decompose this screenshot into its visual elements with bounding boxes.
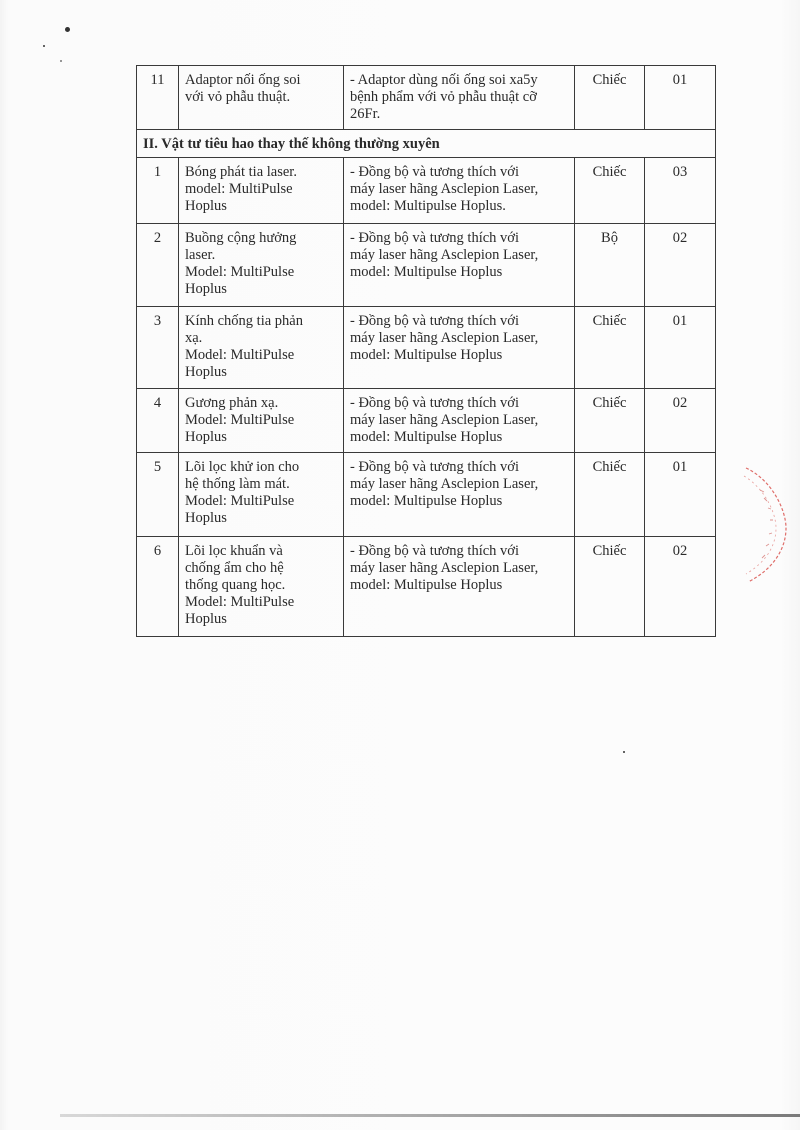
item-unit: Chiếc [575,307,645,389]
supplies-table [136,65,716,637]
item-quantity: 01 [645,307,716,389]
scan-speck [65,27,70,32]
item-quantity: 03 [645,158,716,224]
item-specification: - Đồng bộ và tương thích với máy laser hãng Asclepion Laser, model: Multipulse Hoplus [344,224,575,307]
item-specification: - Đồng bộ và tương thích với máy laser hãng Asclepion Laser, model: Multipulse Hoplus [344,537,575,637]
item-quantity: 02 [645,389,716,453]
item-number: 6 [137,537,179,637]
page-bottom-edge [60,1114,800,1117]
item-quantity: 01 [645,66,716,130]
item-specification: - Đồng bộ và tương thích với máy laser hãng Asclepion Laser, model: Multipulse Hoplus [344,307,575,389]
item-name: Adaptor nối ống soi với vỏ phẫu thuật. [179,66,344,130]
table-row [137,66,716,130]
item-quantity: 01 [645,453,716,537]
item-unit: Chiếc [575,537,645,637]
item-name: Lõi lọc khuẩn và chống ẩm cho hệ thống quang học. Model: MultiPulse Hoplus [179,537,344,637]
scan-speck [60,60,62,62]
scan-speck [623,751,625,753]
item-name: Lõi lọc khử ion cho hệ thống làm mát. Model: MultiPulse Hoplus [179,453,344,537]
table-row [137,389,716,453]
item-unit: Chiếc [575,453,645,537]
item-specification: - Đồng bộ và tương thích với máy laser hãng Asclepion Laser, model: Multipulse Hoplus. [344,158,575,224]
item-number: 11 [137,66,179,130]
item-unit: Bộ [575,224,645,307]
item-unit: Chiếc [575,158,645,224]
item-name: Kính chống tia phản xạ. Model: MultiPulse Hoplus [179,307,344,389]
table-row [137,158,716,224]
item-name: Gương phản xạ. Model: MultiPulse Hoplus [179,389,344,453]
item-quantity: 02 [645,224,716,307]
table-row [137,307,716,389]
item-quantity: 02 [645,537,716,637]
item-unit: Chiếc [575,389,645,453]
item-unit: Chiếc [575,66,645,130]
item-number: 3 [137,307,179,389]
table-row [137,537,716,637]
item-number: 4 [137,389,179,453]
table-row [137,224,716,307]
scan-speck [43,45,45,47]
section-title: II. Vật tư tiêu hao thay thế không thường xuyên [137,130,716,158]
item-specification: - Đồng bộ và tương thích với máy laser hãng Asclepion Laser, model: Multipulse Hoplus [344,389,575,453]
item-name: Buồng cộng hưởng laser. Model: MultiPulse Hoplus [179,224,344,307]
item-specification: - Adaptor dùng nối ống soi xa5y bệnh phẩm với vỏ phẫu thuật cỡ 26Fr. [344,66,575,130]
section-heading-row [137,130,716,158]
table-row [137,453,716,537]
item-number: 5 [137,453,179,537]
red-seal-stamp [742,462,792,587]
item-number: 1 [137,158,179,224]
item-specification: - Đồng bộ và tương thích với máy laser hãng Asclepion Laser, model: Multipulse Hoplus [344,453,575,537]
item-name: Bóng phát tia laser. model: MultiPulse Hoplus [179,158,344,224]
item-number: 2 [137,224,179,307]
